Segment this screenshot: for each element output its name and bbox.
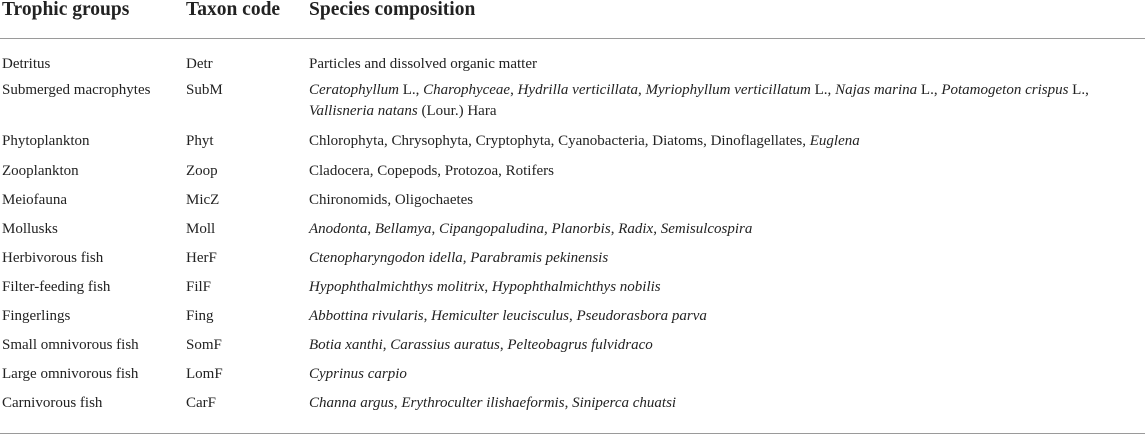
species-text: , <box>431 221 439 237</box>
taxon-code-cell: LomF <box>186 366 223 382</box>
table-header <box>0 0 1145 39</box>
trophic-group-cell: Filter-feeding fish <box>2 279 111 295</box>
species-name-italic: Potamogeton crispus <box>941 82 1069 98</box>
species-text: L., <box>810 82 836 98</box>
species-text: , <box>382 337 391 353</box>
taxon-code-cell: Phyt <box>186 133 214 149</box>
species-name-italic: Myriophyllum verticillatum <box>645 82 811 98</box>
species-name-italic: Hemiculter leucisculus <box>431 308 569 324</box>
species-composition-cell <box>309 335 1145 356</box>
species-composition-cell <box>309 364 1145 385</box>
species-name-italic: Hydrilla verticillata <box>517 82 638 98</box>
species-composition-cell <box>309 131 1145 152</box>
species-text: L., <box>917 82 942 98</box>
taxon-code-cell: SomF <box>186 337 222 353</box>
species-name-italic: Parabramis pekinensis <box>470 250 609 266</box>
trophic-group-cell: Carnivorous fish <box>2 395 103 411</box>
trophic-group-cell: Herbivorous fish <box>2 250 104 266</box>
species-name-italic: Carassius auratus <box>390 337 500 353</box>
species-text: , <box>393 395 402 411</box>
species-name-italic: Abbottina rivularis <box>309 308 424 324</box>
species-text: , <box>484 279 492 295</box>
species-text: , <box>610 221 619 237</box>
species-composition-cell <box>309 54 1145 75</box>
trophic-group-cell: Mollusks <box>2 221 58 237</box>
taxon-code-cell: Fing <box>186 308 214 324</box>
species-text: L., <box>399 82 424 98</box>
species-text: , <box>510 82 518 98</box>
species-name-italic: Cyprinus carpio <box>309 366 407 382</box>
species-name-italic: Botia xanthi <box>309 337 383 353</box>
species-text: , <box>367 221 375 237</box>
species-name-italic: Hypophthalmichthys molitrix <box>309 279 485 295</box>
species-text: , <box>568 308 577 324</box>
species-text: L., <box>1068 82 1089 98</box>
species-composition-cell <box>309 248 1145 269</box>
species-text: Chironomids, Oligochaetes <box>309 192 474 208</box>
species-text: , <box>423 308 432 324</box>
species-composition-cell <box>309 306 1145 327</box>
table-bottom-rule <box>0 433 1145 434</box>
taxon-code-cell: Zoop <box>186 163 218 179</box>
species-name-italic: Ctenopharyngodon idella <box>309 250 463 266</box>
species-name-italic: Anodonta <box>309 221 368 237</box>
species-name-italic: Semisulcospira <box>660 221 753 237</box>
taxon-code-cell: CarF <box>186 395 216 411</box>
species-name-italic: Vallisneria natans <box>309 103 418 119</box>
header-species-composition: Species composition <box>309 0 476 20</box>
species-name-italic: Planorbis <box>551 221 611 237</box>
species-composition-cell <box>309 219 1145 240</box>
trophic-group-cell: Small omnivorous fish <box>2 337 139 353</box>
taxon-code-cell: FilF <box>186 279 212 295</box>
trophic-group-cell: Submerged macrophytes <box>2 82 151 98</box>
species-text: Particles and dissolved organic matter <box>309 56 537 72</box>
species-text: , <box>653 221 661 237</box>
trophic-group-cell: Phytoplankton <box>2 133 90 149</box>
species-name-italic: Ceratophyllum <box>309 82 399 98</box>
header-taxon-code: Taxon code <box>186 0 281 20</box>
species-text: , <box>462 250 471 266</box>
species-composition-cell <box>309 190 1145 211</box>
trophic-group-cell: Meiofauna <box>2 192 67 208</box>
species-name-italic: Najas marina <box>835 82 918 98</box>
species-name-italic: Siniperca chuatsi <box>572 395 677 411</box>
trophic-group-cell: Zooplankton <box>2 163 79 179</box>
taxon-code-cell: Detr <box>186 56 213 72</box>
taxon-code-cell: SubM <box>186 82 223 98</box>
taxon-code-cell: Moll <box>186 221 216 237</box>
trophic-group-cell: Fingerlings <box>2 308 71 324</box>
species-name-italic: Channa argus <box>309 395 394 411</box>
species-text: Cladocera, Copepods, Protozoa, Rotifers <box>309 163 554 179</box>
species-composition-cell <box>309 393 1145 414</box>
species-composition-cell <box>309 80 1145 122</box>
species-name-italic: Euglena <box>809 133 860 149</box>
species-composition-cell <box>309 161 1145 182</box>
trophic-group-cell: Large omnivorous fish <box>2 366 139 382</box>
species-name-italic: Radix <box>618 221 654 237</box>
species-name-italic: Bellamya <box>374 221 432 237</box>
species-text: , <box>544 221 552 237</box>
species-name-italic: Charophyceae <box>423 82 511 98</box>
species-text: (Lour.) Hara <box>417 103 497 119</box>
species-text: , <box>564 395 573 411</box>
trophic-group-cell: Detritus <box>2 56 51 72</box>
species-name-italic: Pseudorasbora parva <box>576 308 707 324</box>
species-name-italic: Cipangopaludina <box>439 221 545 237</box>
species-name-italic: Erythroculter ilishaeformis <box>401 395 565 411</box>
species-text: Chlorophyta, Chrysophyta, Cryptophyta, Cyanobacteria, Diatoms, Dinoflagellates, <box>309 133 810 149</box>
species-composition-cell <box>309 277 1145 298</box>
taxon-code-cell: HerF <box>186 250 217 266</box>
header-trophic-groups: Trophic groups <box>2 0 130 20</box>
species-name-italic: Hypophthalmichthys nobilis <box>491 279 661 295</box>
species-text: , <box>638 82 646 98</box>
species-name-italic: Pelteobagrus fulvidraco <box>507 337 653 353</box>
taxon-code-cell: MicZ <box>186 192 220 208</box>
species-text: , <box>499 337 508 353</box>
